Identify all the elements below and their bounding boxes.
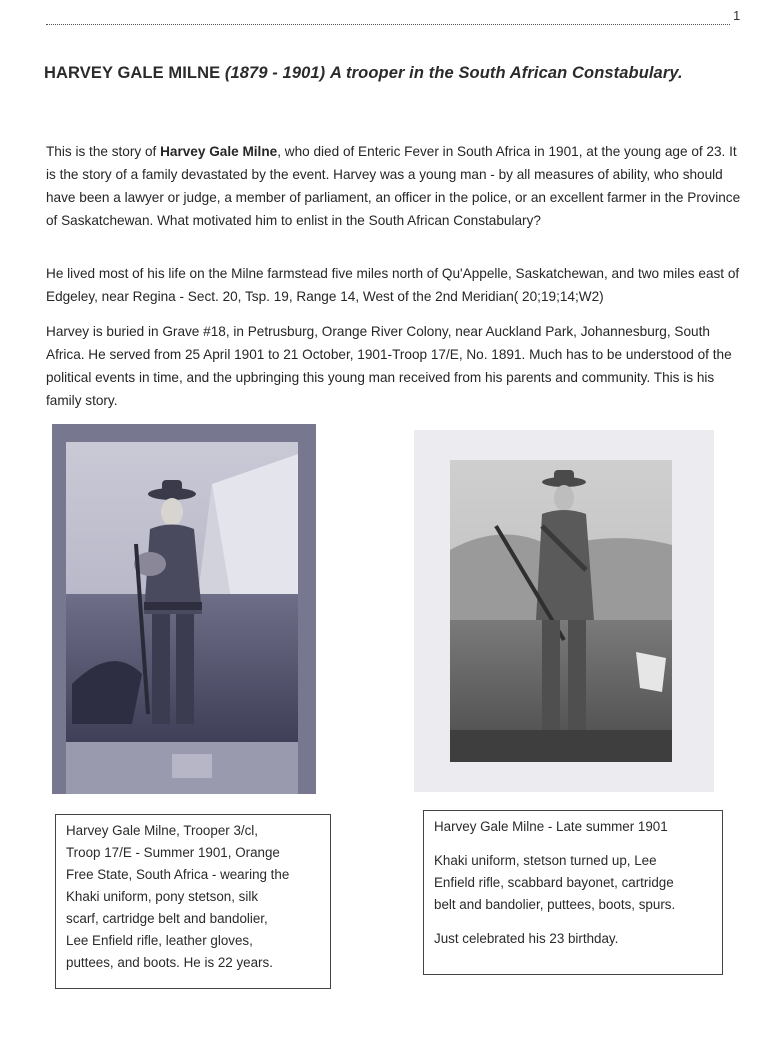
homestead-paragraph: He lived most of his life on the Milne farmstead five miles north of Qu'Appelle, Saskatchewan, and two miles east of Edgeley, near Regina - Sect. 20, Tsp. 19, Range 14, West of the 2nd Meridian( 20;19;14;W2) (46, 266, 740, 304)
caption-left-line: Harvey Gale Milne, Trooper 3/cl, (66, 823, 259, 838)
caption-left-line: Free State, South Africa - wearing the (66, 867, 290, 882)
caption-right-line: belt and bandolier, puttees, boots, spurs. (434, 897, 676, 912)
caption-spacer (434, 916, 712, 928)
intro-name-bold: Harvey Gale Milne (160, 144, 278, 159)
caption-left-line: Lee Enfield rifle, leather gloves, (66, 933, 253, 948)
photo-trooper-with-rifle-image (414, 430, 714, 792)
caption-right-line: Enfield rifle, scabbard bayonet, cartridge (434, 875, 674, 890)
caption-right-photo (423, 810, 723, 975)
page-title (44, 64, 744, 83)
caption-left-line: scarf, cartridge belt and bandolier, (66, 911, 268, 926)
caption-spacer (434, 838, 712, 850)
title-name: HARVEY GALE MILNE (44, 64, 221, 82)
header-dotted-rule (46, 12, 730, 25)
burial-paragraph: Harvey is buried in Grave #18, in Petrusburg, Orange River Colony, near Auckland Park, Johannesburg, South Africa. He served from 25 April 1901 to 21 October, 1901-Troop 17/E, No. 1891. Much has to be understood of the political events in time, and the upbringing this young man received from his parents and community. This is his family story. (46, 324, 732, 408)
page-number: 1 (733, 8, 741, 23)
title-subtitle: A trooper in the South African Constabulary. (329, 64, 683, 82)
photo-trooper-with-rifle (414, 430, 714, 792)
caption-left-photo (55, 814, 331, 989)
caption-left-line: Troop 17/E - Summer 1901, Orange (66, 845, 280, 860)
intro-paragraph (46, 140, 746, 232)
photo-trooper-with-tent (52, 424, 316, 794)
intro-text-after: , who died of Enteric Fever in South Africa in 1901, at the young age of 23. It is the story of a family devastated by the event. Harvey was a young man - by all measures of ability, who should have been a lawyer or judge, a member of parliament, an officer in the police, or an excellent farmer in the Province of Saskatchewan. What motivated him to enlist in the South African Constabulary? (46, 144, 741, 228)
caption-right-heading: Harvey Gale Milne - Late summer 1901 (434, 819, 668, 834)
caption-left-line: Khaki uniform, pony stetson, silk (66, 889, 259, 904)
caption-left-line: puttees, and boots. He is 22 years. (66, 955, 273, 970)
title-dates: (1879 - 1901) (224, 64, 326, 82)
caption-right-note: Just celebrated his 23 birthday. (434, 931, 619, 946)
intro-text-before: This is the story of (46, 144, 161, 159)
caption-right-line: Khaki uniform, stetson turned up, Lee (434, 853, 657, 868)
photo-trooper-with-tent-image (52, 424, 316, 794)
